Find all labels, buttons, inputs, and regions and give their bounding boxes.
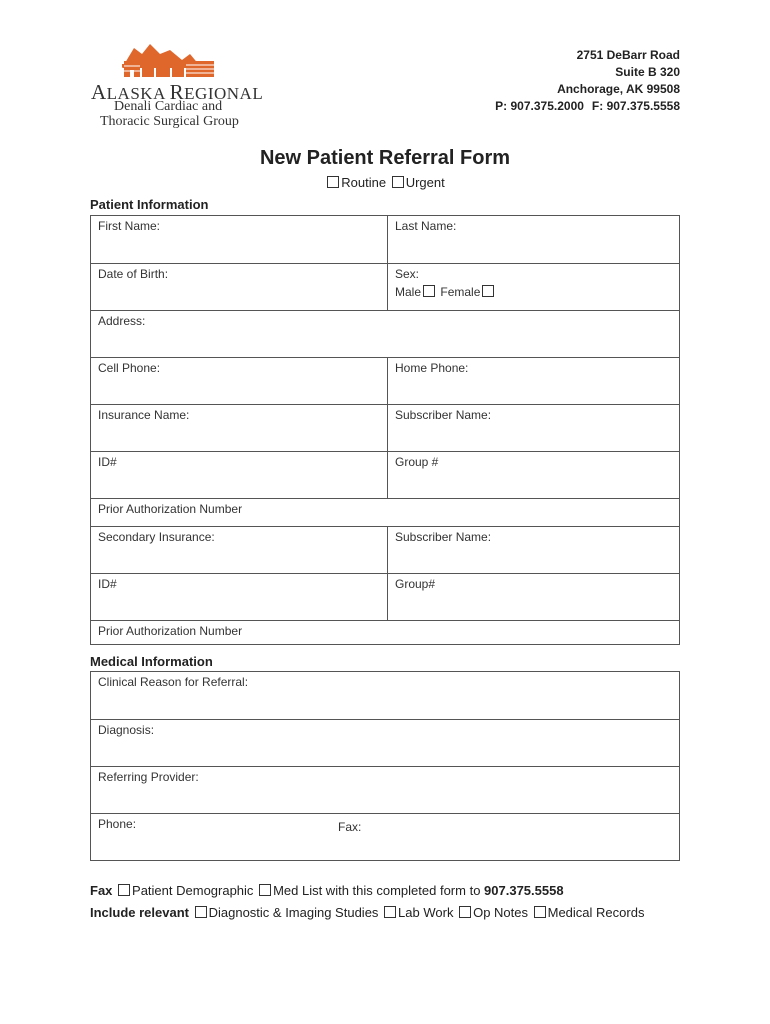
male-checkbox[interactable] (423, 285, 435, 297)
logo-subtitle-1: Denali Cardiac and (114, 99, 223, 114)
provider-fax-field[interactable]: Fax: (338, 820, 362, 834)
diagnosis-field[interactable]: Diagnosis: (98, 723, 155, 737)
medical-info-table (90, 671, 680, 861)
routine-checkbox[interactable] (327, 176, 339, 188)
table-row (91, 766, 679, 813)
lab-work-label: Lab Work (398, 905, 454, 920)
diagnostic-checkbox[interactable] (195, 906, 207, 918)
provider-phone-field[interactable]: Phone: (98, 817, 137, 831)
secondary-insurance-field[interactable]: Secondary Insurance: (98, 530, 215, 544)
table-row (91, 620, 679, 644)
table-row (91, 357, 679, 404)
table-row (91, 719, 679, 766)
table-row (91, 672, 679, 719)
table-row (91, 451, 679, 498)
address-contact (495, 98, 680, 115)
medical-info-header: Medical Information (90, 654, 213, 669)
urgent-checkbox[interactable] (392, 176, 404, 188)
clinical-reason-field[interactable]: Clinical Reason for Referral: (98, 675, 249, 689)
address-suite: Suite B 320 (615, 65, 680, 79)
secondary-group-field[interactable]: Group# (387, 574, 679, 620)
logo-wordmark: ALASKA REGIONAL (91, 80, 264, 104)
table-row (91, 216, 679, 263)
op-notes-checkbox[interactable] (459, 906, 471, 918)
patient-info-header: Patient Information (90, 197, 209, 212)
male-label: Male (395, 285, 422, 299)
address-city: Anchorage, AK 99508 (557, 82, 680, 96)
table-row (91, 526, 679, 573)
female-label: Female (440, 285, 481, 299)
address-fax: F: 907.375.5558 (591, 99, 680, 113)
dob-field[interactable]: Date of Birth: (98, 267, 169, 281)
female-checkbox[interactable] (482, 285, 494, 297)
med-list-label: Med List with this completed form to (273, 883, 481, 898)
secondary-id-field[interactable]: ID# (98, 577, 117, 591)
fax-label: Fax (90, 883, 113, 898)
logo-subtitle-2: Thoracic Surgical Group (100, 114, 239, 129)
secondary-prior-auth-field[interactable]: Prior Authorization Number (98, 624, 243, 638)
subscriber-name-field[interactable]: Subscriber Name: (387, 405, 679, 451)
address-street: 2751 DeBarr Road (576, 48, 680, 62)
last-name-field[interactable]: Last Name: (387, 216, 679, 263)
insurance-name-field[interactable]: Insurance Name: (98, 408, 190, 422)
sex-label: Sex: (395, 267, 420, 281)
sex-options (395, 285, 672, 299)
table-row (91, 573, 679, 620)
home-phone-field[interactable]: Home Phone: (387, 358, 679, 404)
table-row (91, 310, 679, 357)
table-row (91, 404, 679, 451)
fax-number: 907.375.5558 (484, 883, 564, 898)
id-field[interactable]: ID# (98, 455, 117, 469)
address-block (495, 47, 680, 115)
medical-records-label: Medical Records (547, 905, 645, 920)
cell-phone-field[interactable]: Cell Phone: (98, 361, 161, 375)
medical-records-checkbox[interactable] (534, 906, 546, 918)
routine-label: Routine (341, 175, 387, 190)
patient-demographic-label: Patient Demographic (132, 883, 254, 898)
first-name-field[interactable]: First Name: (98, 219, 161, 233)
diagnostic-label: Diagnostic & Imaging Studies (208, 905, 379, 920)
referring-provider-field[interactable]: Referring Provider: (98, 770, 199, 784)
med-list-checkbox[interactable] (259, 884, 271, 896)
urgent-label: Urgent (405, 175, 445, 190)
include-instructions (90, 905, 644, 920)
secondary-subscriber-name-field[interactable]: Subscriber Name: (387, 527, 679, 573)
table-row (91, 813, 679, 860)
address-field[interactable]: Address: (98, 314, 146, 328)
fax-instructions (90, 883, 564, 898)
priority-options (0, 175, 770, 190)
page-title: New Patient Referral Form (259, 147, 511, 169)
group-field[interactable]: Group # (387, 452, 679, 498)
address-phone: P: 907.375.2000 (495, 99, 584, 113)
patient-info-table (90, 215, 680, 645)
sex-field (387, 264, 679, 310)
lab-work-checkbox[interactable] (384, 906, 396, 918)
prior-auth-field[interactable]: Prior Authorization Number (98, 502, 243, 516)
include-label: Include relevant (90, 905, 189, 920)
op-notes-label: Op Notes (473, 905, 528, 920)
table-row (91, 498, 679, 526)
patient-demographic-checkbox[interactable] (118, 884, 130, 896)
table-row (91, 263, 679, 310)
